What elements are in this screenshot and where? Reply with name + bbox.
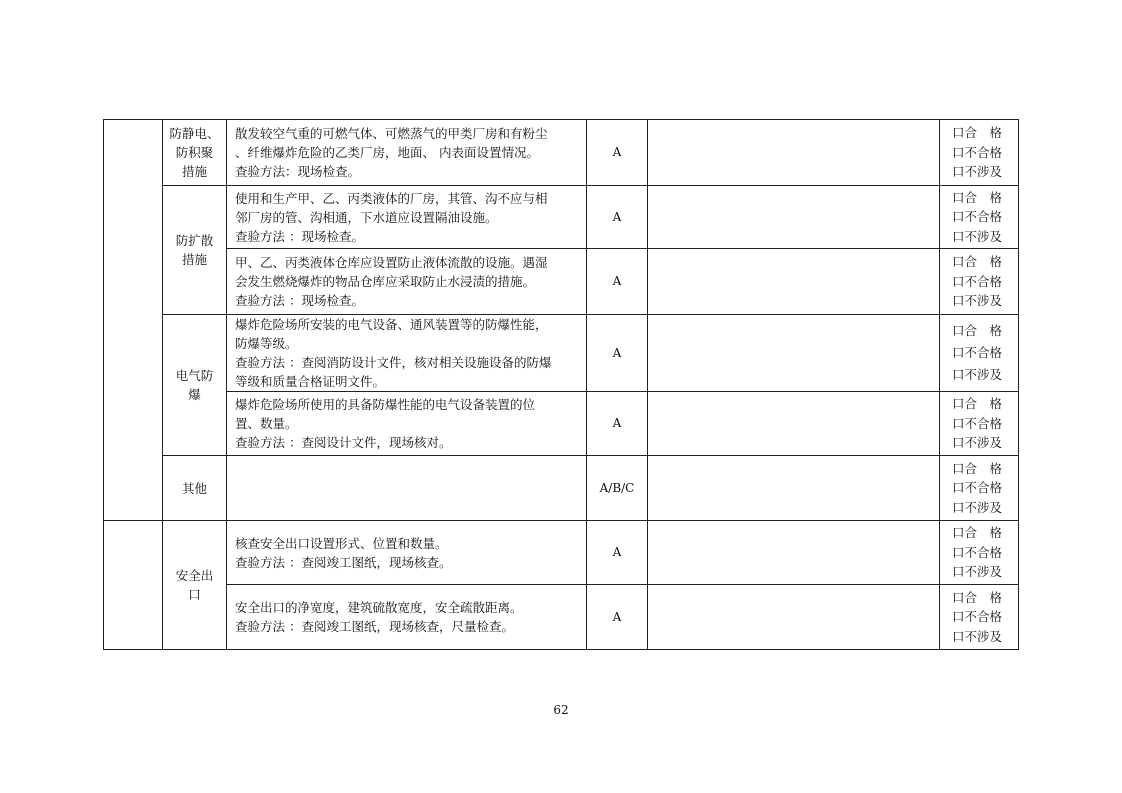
inspection-method: 查验方法 ：现场检查。 xyxy=(235,228,364,244)
requirement-text: 爆炸危险场所安装的电气设备、通风装置等的防爆性能， xyxy=(235,317,548,332)
record-cell[interactable] xyxy=(648,456,940,521)
grade-cell: A/B/C xyxy=(587,456,648,521)
result-option-fail[interactable]: 口不合格 xyxy=(952,609,1003,625)
result-option-na[interactable]: 口不涉及 xyxy=(952,499,1003,515)
result-cell xyxy=(940,585,1019,650)
result-option-pass[interactable]: 口合 格 xyxy=(952,189,1003,205)
result-option-pass[interactable]: 口合 格 xyxy=(952,460,1003,476)
table-row xyxy=(104,392,1019,456)
requirement-text: 邻厂房的管、沟相通，下水道应设置隔油设施。 xyxy=(235,209,498,225)
result-option-fail[interactable]: 口不合格 xyxy=(952,345,1003,360)
requirement-text: 置、数量。 xyxy=(235,416,298,431)
requirement-text: 安全出口的净宽度，建筑硫散宽度，安全疏散距离。 xyxy=(235,600,523,615)
table-row xyxy=(104,249,1019,315)
requirement-cell xyxy=(227,392,587,456)
requirement-text: 爆炸危险场所使用的具备防爆性能的电气设备装置的位 xyxy=(235,397,536,412)
requirement-text: 甲、乙、丙类液体仓库应设置防止液体流散的设施。遇湿 xyxy=(235,255,548,270)
table-row xyxy=(104,315,1019,392)
category-cell: 其他 xyxy=(163,456,227,521)
result-option-na[interactable]: 口不涉及 xyxy=(952,628,1003,644)
result-option-na[interactable]: 口不涉及 xyxy=(952,164,1003,180)
category-label: 口 xyxy=(188,587,201,602)
requirement-cell xyxy=(227,315,587,392)
table-row xyxy=(104,585,1019,650)
record-cell[interactable] xyxy=(648,521,940,585)
grade-cell: A xyxy=(587,585,648,650)
record-cell[interactable] xyxy=(648,186,940,249)
category-cell xyxy=(163,315,227,456)
result-cell xyxy=(940,315,1019,392)
requirement-text: 使用和生产甲、乙、丙类液体的厂房，其管、沟不应与相 xyxy=(235,190,548,206)
grade-cell: A xyxy=(587,249,648,315)
result-cell xyxy=(940,249,1019,315)
grade-cell: A xyxy=(587,392,648,456)
result-cell xyxy=(940,456,1019,521)
result-option-pass[interactable]: 口合 格 xyxy=(952,589,1003,605)
requirement-text: 核查安全出口设置形式、位置和数量。 xyxy=(235,535,448,551)
inspection-method: 查验方法 ：查阅竣工图纸，现场核查，尺量检查。 xyxy=(235,619,514,634)
result-option-na[interactable]: 口不涉及 xyxy=(952,564,1003,580)
requirement-cell xyxy=(227,585,587,650)
result-option-fail[interactable]: 口不合格 xyxy=(952,480,1003,496)
category-label: 防静电、 xyxy=(169,126,220,141)
record-cell[interactable] xyxy=(648,249,940,315)
table-row xyxy=(104,186,1019,249)
requirement-text: 散发较空气重的可燃气体、可燃蒸气的甲类厂房和有粉尘 xyxy=(235,126,548,141)
category-label: 防积聚 xyxy=(175,145,214,160)
result-option-pass[interactable]: 口合 格 xyxy=(952,525,1003,541)
result-option-na[interactable]: 口不涉及 xyxy=(952,228,1003,244)
requirement-text: 会发生燃烧爆炸的物品仓库应采取防止水浸渍的措施。 xyxy=(235,274,536,289)
category-label: 措施 xyxy=(181,164,207,179)
result-cell xyxy=(940,521,1019,585)
inspection-method: 查验方法 ：查阅竣工图纸，现场核查。 xyxy=(235,554,452,570)
inspection-table xyxy=(103,119,1019,650)
requirement-cell xyxy=(227,249,587,315)
result-option-fail[interactable]: 口不合格 xyxy=(952,209,1003,225)
result-option-na[interactable]: 口不涉及 xyxy=(952,293,1003,309)
result-option-fail[interactable]: 口不合格 xyxy=(952,415,1003,431)
result-cell xyxy=(940,392,1019,456)
table-row xyxy=(104,456,1019,521)
result-option-fail[interactable]: 口不合格 xyxy=(952,273,1003,289)
category-label: 爆 xyxy=(188,387,201,402)
category-label: 安全出 xyxy=(175,568,214,583)
result-cell xyxy=(940,120,1019,186)
record-cell[interactable] xyxy=(648,315,940,392)
result-option-fail[interactable]: 口不合格 xyxy=(952,144,1003,160)
category-label: 防扩散 xyxy=(175,233,214,248)
inspection-method: 查验方法：现场检查。 xyxy=(235,164,361,179)
result-cell xyxy=(940,186,1019,249)
table-row xyxy=(104,521,1019,585)
grade-cell: A xyxy=(587,120,648,186)
record-cell[interactable] xyxy=(648,392,940,456)
requirement-cell xyxy=(227,521,587,585)
table-row xyxy=(104,120,1019,186)
section-cell xyxy=(104,120,163,521)
category-cell xyxy=(163,521,227,650)
record-cell[interactable] xyxy=(648,585,940,650)
inspection-method: 查验方法 ：查阅设计文件，现场核对。 xyxy=(235,435,452,450)
result-option-pass[interactable]: 口合 格 xyxy=(952,254,1003,270)
requirement-cell xyxy=(227,186,587,249)
category-cell xyxy=(163,186,227,315)
grade-cell: A xyxy=(587,315,648,392)
category-label: 电气防 xyxy=(175,368,214,383)
result-option-pass[interactable]: 口合 格 xyxy=(952,396,1003,412)
grade-cell: A xyxy=(587,186,648,249)
requirement-text: 防爆等级。 xyxy=(235,336,298,351)
inspection-method: 查验方法 ：现场检查。 xyxy=(235,293,364,308)
requirement-text: 、纤维爆炸危险的乙类厂房，地面、 内表面设置情况。 xyxy=(235,145,539,160)
result-option-pass[interactable]: 口合 格 xyxy=(952,323,1003,338)
inspection-method: 查验方法 ：查阅消防设计文件，核对相关设施设备的防爆 xyxy=(235,355,552,370)
section-cell xyxy=(104,521,163,650)
result-option-pass[interactable]: 口合 格 xyxy=(952,125,1003,141)
requirement-cell xyxy=(227,456,587,521)
record-cell[interactable] xyxy=(648,120,940,186)
grade-cell: A xyxy=(587,521,648,585)
result-option-fail[interactable]: 口不合格 xyxy=(952,544,1003,560)
inspection-method: 等级和质量合格证明文件。 xyxy=(235,374,386,389)
result-option-na[interactable]: 口不涉及 xyxy=(952,435,1003,451)
requirement-cell xyxy=(227,120,587,186)
result-option-na[interactable]: 口不涉及 xyxy=(952,367,1003,382)
category-cell xyxy=(163,120,227,186)
page-number: 62 xyxy=(553,703,569,717)
category-label: 措施 xyxy=(181,252,207,267)
